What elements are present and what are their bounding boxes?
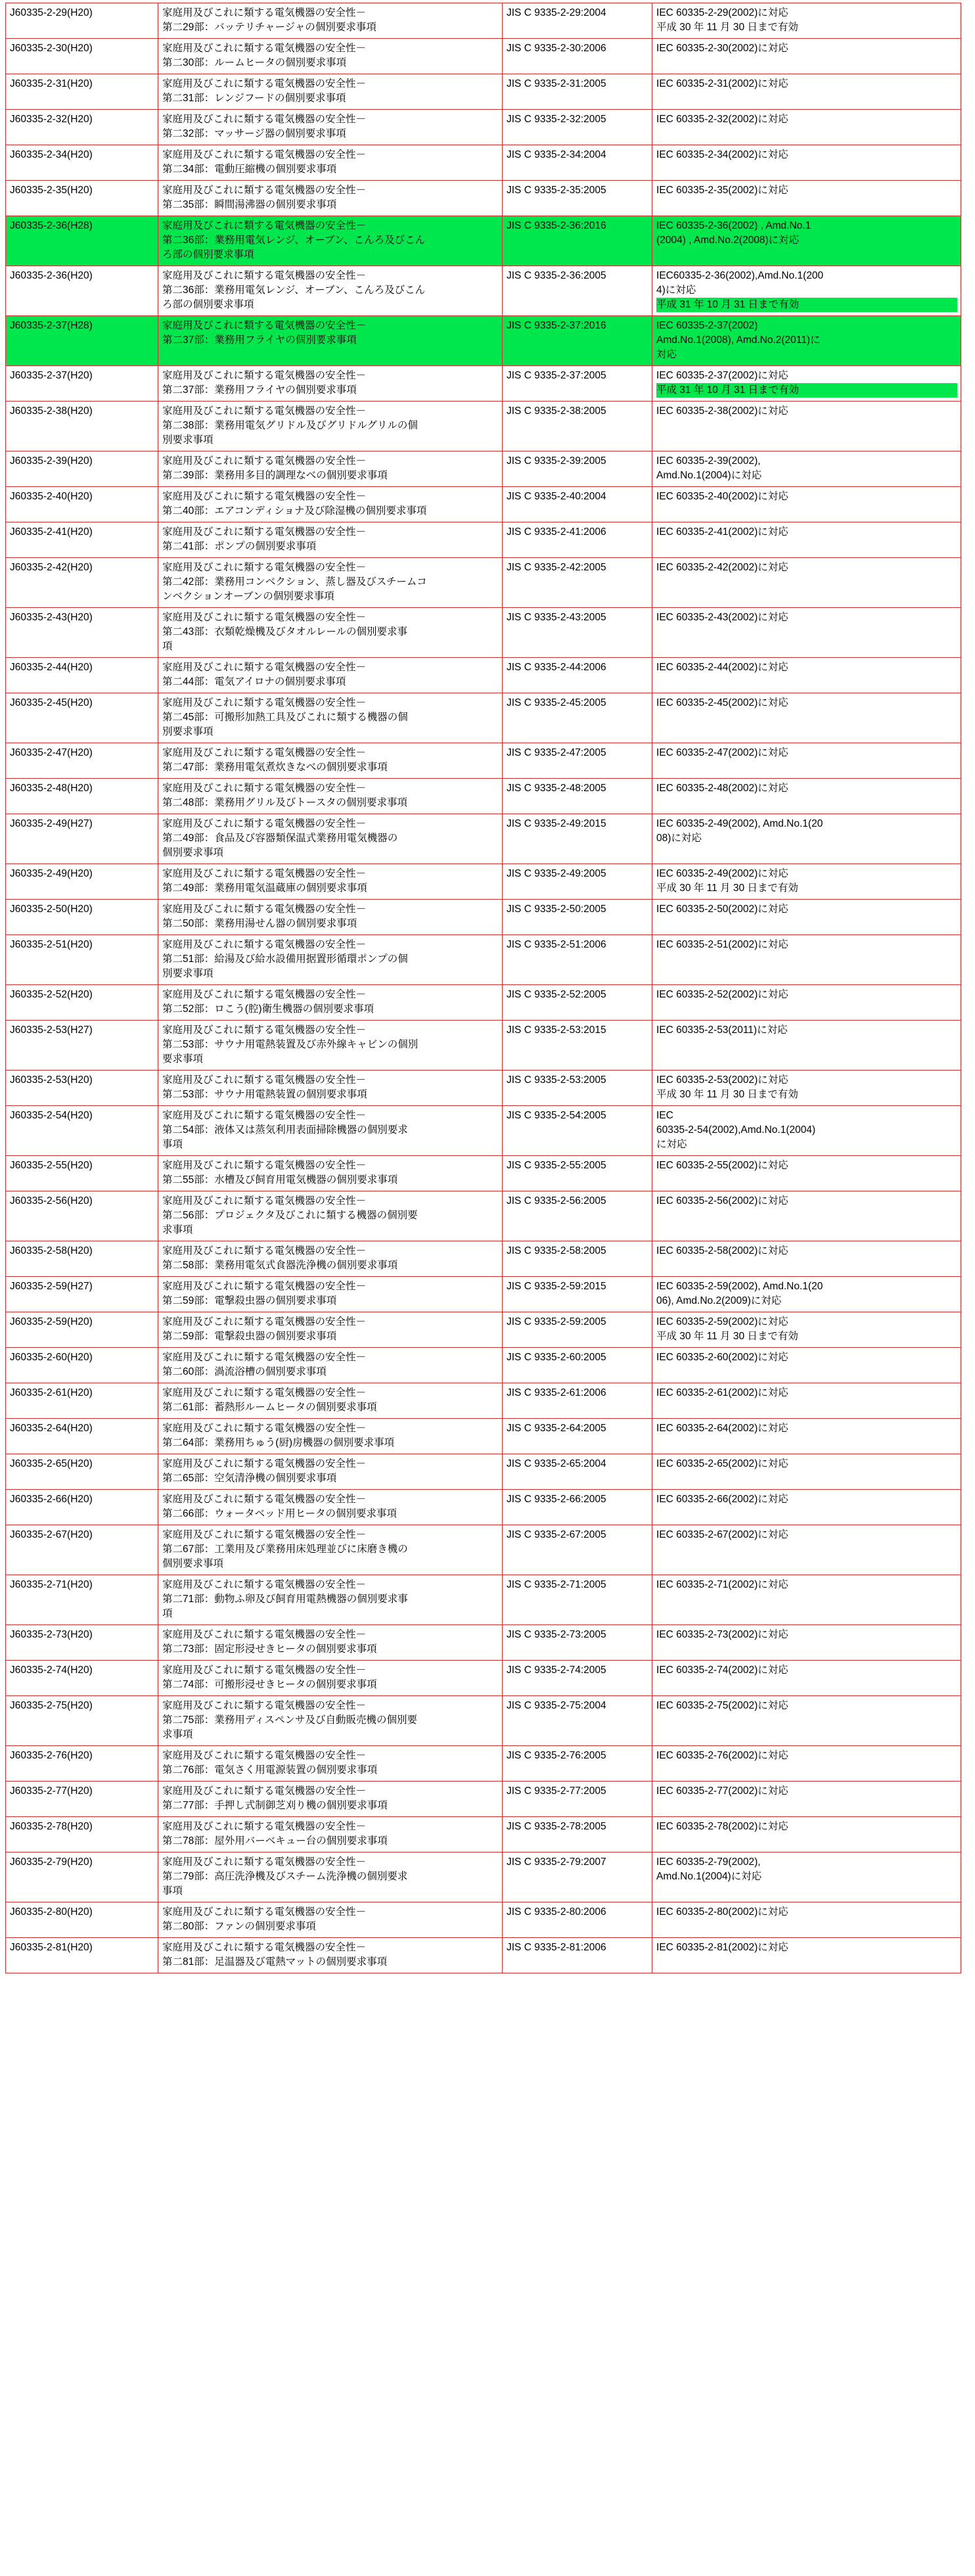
standard-title-cell: 家庭用及びこれに類する電気機器の安全性－ 第二49部：業務用電気温蔵庫の個別要求事項 [158,864,503,900]
standard-title-cell: 家庭用及びこれに類する電気機器の安全性－ 第二41部：ポンプの個別要求事項 [158,522,503,558]
standard-code-cell: J60335-2-56(H20) [6,1191,158,1241]
jis-number-cell: JIS C 9335-2-32:2005 [503,110,652,145]
standard-code-cell: J60335-2-76(H20) [6,1746,158,1782]
iec-correspondence-cell: IEC 60335-2-54(2002),Amd.No.1(2004) に対応 [652,1106,961,1156]
jis-number-cell: JIS C 9335-2-34:2004 [503,145,652,181]
iec-correspondence-cell: IEC 60335-2-34(2002)に対応 [652,145,961,181]
table-row [6,1661,961,1696]
table-row [6,814,961,864]
jis-number-cell: JIS C 9335-2-45:2005 [503,693,652,743]
table-row [6,522,961,558]
jis-number-cell: JIS C 9335-2-61:2006 [503,1383,652,1419]
table-row [6,1852,961,1902]
standard-code-cell: J60335-2-50(H20) [6,900,158,935]
iec-correspondence-cell: IEC 60335-2-58(2002)に対応 [652,1241,961,1277]
standard-code-cell: J60335-2-35(H20) [6,181,158,216]
jis-number-cell: JIS C 9335-2-77:2005 [503,1782,652,1817]
iec-correspondence-cell: IEC 60335-2-51(2002)に対応 [652,935,961,985]
iec-correspondence-cell: IEC 60335-2-59(2002), Amd.No.1(20 06), Amd.No.2(2009)に対応 [652,1277,961,1312]
iec-correspondence-cell: IEC 60335-2-48(2002)に対応 [652,779,961,814]
iec-correspondence-cell: IEC 60335-2-49(2002)に対応 平成 30 年 11 月 30 日まで有効 [652,864,961,900]
standard-title-cell: 家庭用及びこれに類する電気機器の安全性－ 第二36部：業務用電気レンジ、オーブン、こんろ及びこん ろ部の個別要求事項 [158,216,503,266]
jis-number-cell: JIS C 9335-2-59:2005 [503,1312,652,1348]
standard-title-cell: 家庭用及びこれに類する電気機器の安全性－ 第二53部：サウナ用電熱装置及び赤外線キャビンの個別 要求事項 [158,1021,503,1070]
table-row [6,110,961,145]
jis-number-cell: JIS C 9335-2-49:2005 [503,864,652,900]
standard-title-cell: 家庭用及びこれに類する電気機器の安全性－ 第二49部：食品及び容器類保温式業務用電気機器の 個別要求事項 [158,814,503,864]
standard-title-cell: 家庭用及びこれに類する電気機器の安全性－ 第二61部：蓄熱形ルームヒータの個別要求事項 [158,1383,503,1419]
iec-correspondence-cell: IEC 60335-2-52(2002)に対応 [652,985,961,1021]
table-row [6,1348,961,1383]
standard-code-cell: J60335-2-49(H27) [6,814,158,864]
table-row [6,693,961,743]
iec-correspondence-cell: IEC 60335-2-77(2002)に対応 [652,1782,961,1817]
jis-number-cell: JIS C 9335-2-39:2005 [503,451,652,487]
standard-title-cell: 家庭用及びこれに類する電気機器の安全性－ 第二51部：給湯及び給水設備用据置形循環ポンプの個 別要求事項 [158,935,503,985]
jis-number-cell: JIS C 9335-2-55:2005 [503,1156,652,1191]
standard-title-cell: 家庭用及びこれに類する電気機器の安全性－ 第二31部：レンジフードの個別要求事項 [158,74,503,110]
table-row [6,864,961,900]
table-row [6,451,961,487]
standard-code-cell: J60335-2-58(H20) [6,1241,158,1277]
standard-title-cell: 家庭用及びこれに類する電気機器の安全性－ 第二60部：渦流浴槽の個別要求事項 [158,1348,503,1383]
standard-code-cell: J60335-2-39(H20) [6,451,158,487]
jis-number-cell: JIS C 9335-2-43:2005 [503,608,652,658]
jis-number-cell: JIS C 9335-2-29:2004 [503,3,652,39]
standard-title-cell: 家庭用及びこれに類する電気機器の安全性－ 第二42部：業務用コンベクション、蒸し器及びスチームコ ンベクションオーブンの個別要求事項 [158,558,503,608]
table-row [6,743,961,779]
standard-code-cell: J60335-2-55(H20) [6,1156,158,1191]
table-body [6,3,961,1973]
iec-correspondence-cell: IEC 60335-2-53(2011)に対応 [652,1021,961,1070]
standard-title-cell: 家庭用及びこれに類する電気機器の安全性－ 第二45部：可搬形加熱工具及びこれに類する機器の個 別要求事項 [158,693,503,743]
standard-code-cell: J60335-2-53(H27) [6,1021,158,1070]
jis-number-cell: JIS C 9335-2-49:2015 [503,814,652,864]
jis-number-cell: JIS C 9335-2-35:2005 [503,181,652,216]
table-row [6,1782,961,1817]
table-row [6,266,961,316]
standard-title-cell: 家庭用及びこれに類する電気機器の安全性－ 第二35部：瞬間湯沸器の個別要求事項 [158,181,503,216]
jis-number-cell: JIS C 9335-2-64:2005 [503,1419,652,1454]
standard-code-cell: J60335-2-60(H20) [6,1348,158,1383]
standard-title-cell: 家庭用及びこれに類する電気機器の安全性－ 第二80部：ファンの個別要求事項 [158,1902,503,1938]
iec-correspondence-cell: IEC 60335-2-35(2002)に対応 [652,181,961,216]
standard-code-cell: J60335-2-43(H20) [6,608,158,658]
table-row [6,900,961,935]
table-row [6,1312,961,1348]
standard-title-cell: 家庭用及びこれに類する電気機器の安全性－ 第二78部：屋外用バーベキュー台の個別要求事項 [158,1817,503,1852]
standard-code-cell: J60335-2-51(H20) [6,935,158,985]
jis-number-cell: JIS C 9335-2-74:2005 [503,1661,652,1696]
standard-code-cell: J60335-2-52(H20) [6,985,158,1021]
standard-code-cell: J60335-2-73(H20) [6,1625,158,1661]
standard-code-cell: J60335-2-36(H20) [6,266,158,316]
standard-title-cell: 家庭用及びこれに類する電気機器の安全性－ 第二74部：可搬形浸せきヒータの個別要求事項 [158,1661,503,1696]
table-row [6,1106,961,1156]
table-row [6,1696,961,1746]
jis-number-cell: JIS C 9335-2-56:2005 [503,1191,652,1241]
jis-number-cell: JIS C 9335-2-76:2005 [503,1746,652,1782]
standard-code-cell: J60335-2-77(H20) [6,1782,158,1817]
iec-correspondence-cell: IEC 60335-2-37(2002) Amd.No.1(2008), Amd.No.2(2011)に 対応 [652,316,961,366]
iec-correspondence-cell: IEC 60335-2-32(2002)に対応 [652,110,961,145]
standard-code-cell: J60335-2-36(H28) [6,216,158,266]
iec-correspondence-cell: IEC 60335-2-42(2002)に対応 [652,558,961,608]
standard-title-cell: 家庭用及びこれに類する電気機器の安全性－ 第二40部：エアコンディショナ及び除湿機の個別要求事項 [158,487,503,522]
standard-title-cell: 家庭用及びこれに類する電気機器の安全性－ 第二59部：電撃殺虫器の個別要求事項 [158,1312,503,1348]
standard-title-cell: 家庭用及びこれに類する電気機器の安全性－ 第二48部：業務用グリル及びトースタの個別要求事項 [158,779,503,814]
table-row [6,1191,961,1241]
iec-correspondence-cell: IEC 60335-2-41(2002)に対応 [652,522,961,558]
iec-correspondence-cell: IEC60335-2-36(2002),Amd.No.1(200 4)に対応 平成 31 年 10 月 31 日まで有効 [652,266,961,316]
table-row [6,1419,961,1454]
standard-code-cell: J60335-2-59(H20) [6,1312,158,1348]
standard-code-cell: J60335-2-78(H20) [6,1817,158,1852]
standard-code-cell: J60335-2-31(H20) [6,74,158,110]
standard-title-cell: 家庭用及びこれに類する電気機器の安全性－ 第二55部：水槽及び飼育用電気機器の個別要求事項 [158,1156,503,1191]
standard-title-cell: 家庭用及びこれに類する電気機器の安全性－ 第二56部：プロジェクタ及びこれに類する機器の個別要 求事項 [158,1191,503,1241]
table-row [6,3,961,39]
table-row [6,935,961,985]
iec-correspondence-cell: IEC 60335-2-36(2002) , Amd.No.1 (2004) , Amd.No.2(2008)に対応 [652,216,961,266]
iec-correspondence-cell: IEC 60335-2-74(2002)に対応 [652,1661,961,1696]
iec-correspondence-cell: IEC 60335-2-79(2002), Amd.No.1(2004)に対応 [652,1852,961,1902]
table-row [6,74,961,110]
standard-code-cell: J60335-2-30(H20) [6,39,158,74]
table-row [6,658,961,693]
standard-title-cell: 家庭用及びこれに類する電気機器の安全性－ 第二81部：足温器及び電熱マットの個別要求事項 [158,1938,503,1973]
standard-title-cell: 家庭用及びこれに類する電気機器の安全性－ 第二54部：液体又は蒸気利用表面掃除機器の個別要求 事項 [158,1106,503,1156]
jis-number-cell: JIS C 9335-2-53:2015 [503,1021,652,1070]
standard-code-cell: J60335-2-42(H20) [6,558,158,608]
iec-correspondence-cell: IEC 60335-2-53(2002)に対応 平成 30 年 11 月 30 日まで有効 [652,1070,961,1106]
jis-number-cell: JIS C 9335-2-48:2005 [503,779,652,814]
jis-number-cell: JIS C 9335-2-65:2004 [503,1454,652,1490]
iec-correspondence-cell: IEC 60335-2-44(2002)に対応 [652,658,961,693]
standard-title-cell: 家庭用及びこれに類する電気機器の安全性－ 第二37部：業務用フライヤの個別要求事項 [158,316,503,366]
standard-title-cell: 家庭用及びこれに類する電気機器の安全性－ 第二66部：ウォータベッド用ヒータの個別要求事項 [158,1490,503,1525]
table-row [6,1525,961,1575]
standard-title-cell: 家庭用及びこれに類する電気機器の安全性－ 第二43部：衣類乾燥機及びタオルレールの個別要求事 項 [158,608,503,658]
jis-number-cell: JIS C 9335-2-59:2015 [503,1277,652,1312]
jis-number-cell: JIS C 9335-2-81:2006 [503,1938,652,1973]
standards-table [5,3,961,1973]
table-row [6,1156,961,1191]
standard-title-cell: 家庭用及びこれに類する電気機器の安全性－ 第二47部：業務用電気煮炊きなべの個別要求事項 [158,743,503,779]
iec-correspondence-cell: IEC 60335-2-76(2002)に対応 [652,1746,961,1782]
standard-code-cell: J60335-2-44(H20) [6,658,158,693]
iec-correspondence-cell: IEC 60335-2-47(2002)に対応 [652,743,961,779]
standard-code-cell: J60335-2-37(H20) [6,366,158,402]
iec-correspondence-cell: IEC 60335-2-37(2002)に対応 平成 31 年 10 月 31 日まで有効 [652,366,961,402]
table-row [6,1277,961,1312]
iec-correspondence-cell: IEC 60335-2-55(2002)に対応 [652,1156,961,1191]
standard-code-cell: J60335-2-66(H20) [6,1490,158,1525]
table-row [6,181,961,216]
table-row [6,608,961,658]
jis-number-cell: JIS C 9335-2-50:2005 [503,900,652,935]
standard-code-cell: J60335-2-59(H27) [6,1277,158,1312]
iec-correspondence-cell: IEC 60335-2-81(2002)に対応 [652,1938,961,1973]
table-row [6,39,961,74]
table-row [6,1490,961,1525]
standard-code-cell: J60335-2-54(H20) [6,1106,158,1156]
standard-code-cell: J60335-2-65(H20) [6,1454,158,1490]
standard-title-cell: 家庭用及びこれに類する電気機器の安全性－ 第二64部：業務用ちゅう(厨)房機器の個別要求事項 [158,1419,503,1454]
standard-title-cell: 家庭用及びこれに類する電気機器の安全性－ 第二58部：業務用電気式食器洗浄機の個別要求事項 [158,1241,503,1277]
jis-number-cell: JIS C 9335-2-40:2004 [503,487,652,522]
standard-title-cell: 家庭用及びこれに類する電気機器の安全性－ 第二59部：電撃殺虫器の個別要求事項 [158,1277,503,1312]
standard-code-cell: J60335-2-81(H20) [6,1938,158,1973]
jis-number-cell: JIS C 9335-2-44:2006 [503,658,652,693]
table-row [6,1902,961,1938]
table-row [6,316,961,366]
table-row [6,487,961,522]
standard-title-cell: 家庭用及びこれに類する電気機器の安全性－ 第二34部：電動圧縮機の個別要求事項 [158,145,503,181]
standard-title-cell: 家庭用及びこれに類する電気機器の安全性－ 第二79部：高圧洗浄機及びスチーム洗浄機の個別要求 事項 [158,1852,503,1902]
jis-number-cell: JIS C 9335-2-52:2005 [503,985,652,1021]
table-row [6,779,961,814]
standard-title-cell: 家庭用及びこれに類する電気機器の安全性－ 第二67部：工業用及び業務用床処理並びに床磨き機の 個別要求事項 [158,1525,503,1575]
standard-title-cell: 家庭用及びこれに類する電気機器の安全性－ 第二53部：サウナ用電熱装置の個別要求事項 [158,1070,503,1106]
jis-number-cell: JIS C 9335-2-36:2016 [503,216,652,266]
iec-correspondence-cell: IEC 60335-2-64(2002)に対応 [652,1419,961,1454]
standard-title-cell: 家庭用及びこれに類する電気機器の安全性－ 第二36部：業務用電気レンジ、オーブン、こんろ及びこん ろ部の個別要求事項 [158,266,503,316]
jis-number-cell: JIS C 9335-2-66:2005 [503,1490,652,1525]
jis-number-cell: JIS C 9335-2-31:2005 [503,74,652,110]
iec-correspondence-cell: IEC 60335-2-56(2002)に対応 [652,1191,961,1241]
standard-title-cell: 家庭用及びこれに類する電気機器の安全性－ 第二39部：業務用多目的調理なべの個別要求事項 [158,451,503,487]
standard-title-cell: 家庭用及びこれに類する電気機器の安全性－ 第二38部：業務用電気グリドル及びグリドルグリルの個 別要求事項 [158,402,503,451]
standard-code-cell: J60335-2-41(H20) [6,522,158,558]
standard-code-cell: J60335-2-67(H20) [6,1525,158,1575]
standard-code-cell: J60335-2-34(H20) [6,145,158,181]
standard-code-cell: J60335-2-53(H20) [6,1070,158,1106]
table-row [6,1383,961,1419]
standard-code-cell: J60335-2-80(H20) [6,1902,158,1938]
jis-number-cell: JIS C 9335-2-58:2005 [503,1241,652,1277]
standard-title-cell: 家庭用及びこれに類する電気機器の安全性－ 第二76部：電気さく用電源装置の個別要求事項 [158,1746,503,1782]
standard-code-cell: J60335-2-29(H20) [6,3,158,39]
iec-correspondence-cell: IEC 60335-2-59(2002)に対応 平成 30 年 11 月 30 日まで有効 [652,1312,961,1348]
iec-correspondence-cell: IEC 60335-2-31(2002)に対応 [652,74,961,110]
table-row [6,1746,961,1782]
table-row [6,145,961,181]
standard-code-cell: J60335-2-32(H20) [6,110,158,145]
iec-correspondence-cell: IEC 60335-2-40(2002)に対応 [652,487,961,522]
jis-number-cell: JIS C 9335-2-47:2005 [503,743,652,779]
jis-number-cell: JIS C 9335-2-30:2006 [503,39,652,74]
standard-code-cell: J60335-2-47(H20) [6,743,158,779]
jis-number-cell: JIS C 9335-2-53:2005 [503,1070,652,1106]
iec-correspondence-cell: IEC 60335-2-38(2002)に対応 [652,402,961,451]
standard-code-cell: J60335-2-75(H20) [6,1696,158,1746]
standard-title-cell: 家庭用及びこれに類する電気機器の安全性－ 第二75部：業務用ディスペンサ及び自動販売機の個別要 求事項 [158,1696,503,1746]
standard-code-cell: J60335-2-38(H20) [6,402,158,451]
iec-correspondence-cell: IEC 60335-2-60(2002)に対応 [652,1348,961,1383]
table-row [6,558,961,608]
standard-title-cell: 家庭用及びこれに類する電気機器の安全性－ 第二37部：業務用フライヤの個別要求事項 [158,366,503,402]
standard-title-cell: 家庭用及びこれに類する電気機器の安全性－ 第二32部：マッサージ器の個別要求事項 [158,110,503,145]
standard-title-cell: 家庭用及びこれに類する電気機器の安全性－ 第二71部：動物ふ卵及び飼育用電熱機器の個別要求事 項 [158,1575,503,1625]
jis-number-cell: JIS C 9335-2-71:2005 [503,1575,652,1625]
jis-number-cell: JIS C 9335-2-79:2007 [503,1852,652,1902]
iec-correspondence-cell: IEC 60335-2-43(2002)に対応 [652,608,961,658]
jis-number-cell: JIS C 9335-2-78:2005 [503,1817,652,1852]
jis-number-cell: JIS C 9335-2-41:2006 [503,522,652,558]
jis-number-cell: JIS C 9335-2-37:2016 [503,316,652,366]
jis-number-cell: JIS C 9335-2-54:2005 [503,1106,652,1156]
iec-correspondence-cell: IEC 60335-2-71(2002)に対応 [652,1575,961,1625]
standard-title-cell: 家庭用及びこれに類する電気機器の安全性－ 第二52部：ロこう(腔)衛生機器の個別要求事項 [158,985,503,1021]
standard-title-cell: 家庭用及びこれに類する電気機器の安全性－ 第二73部：固定形浸せきヒータの個別要求事項 [158,1625,503,1661]
table-row [6,1817,961,1852]
iec-correspondence-cell: IEC 60335-2-73(2002)に対応 [652,1625,961,1661]
standard-code-cell: J60335-2-64(H20) [6,1419,158,1454]
iec-correspondence-cell: IEC 60335-2-78(2002)に対応 [652,1817,961,1852]
table-row [6,1454,961,1490]
standard-title-cell: 家庭用及びこれに類する電気機器の安全性－ 第二44部：電気アイロナの個別要求事項 [158,658,503,693]
standard-title-cell: 家庭用及びこれに類する電気機器の安全性－ 第二30部：ルームヒータの個別要求事項 [158,39,503,74]
standard-title-cell: 家庭用及びこれに類する電気機器の安全性－ 第二65部：空気清浄機の個別要求事項 [158,1454,503,1490]
jis-number-cell: JIS C 9335-2-60:2005 [503,1348,652,1383]
iec-correspondence-cell: IEC 60335-2-66(2002)に対応 [652,1490,961,1525]
table-row [6,1575,961,1625]
table-row [6,1938,961,1973]
jis-number-cell: JIS C 9335-2-42:2005 [503,558,652,608]
table-row [6,1625,961,1661]
iec-correspondence-cell: IEC 60335-2-45(2002)に対応 [652,693,961,743]
table-row [6,1021,961,1070]
iec-correspondence-cell: IEC 60335-2-61(2002)に対応 [652,1383,961,1419]
iec-correspondence-cell: IEC 60335-2-67(2002)に対応 [652,1525,961,1575]
jis-number-cell: JIS C 9335-2-37:2005 [503,366,652,402]
standard-code-cell: J60335-2-48(H20) [6,779,158,814]
jis-number-cell: JIS C 9335-2-75:2004 [503,1696,652,1746]
standard-code-cell: J60335-2-49(H20) [6,864,158,900]
jis-number-cell: JIS C 9335-2-67:2005 [503,1525,652,1575]
iec-correspondence-cell: IEC 60335-2-49(2002), Amd.No.1(20 08)に対応 [652,814,961,864]
iec-correspondence-cell: IEC 60335-2-80(2002)に対応 [652,1902,961,1938]
iec-correspondence-cell: IEC 60335-2-29(2002)に対応 平成 30 年 11 月 30 日まで有効 [652,3,961,39]
table-row [6,1070,961,1106]
table-row [6,985,961,1021]
standard-code-cell: J60335-2-37(H28) [6,316,158,366]
standard-code-cell: J60335-2-61(H20) [6,1383,158,1419]
iec-correspondence-cell: IEC 60335-2-50(2002)に対応 [652,900,961,935]
standard-code-cell: J60335-2-40(H20) [6,487,158,522]
jis-number-cell: JIS C 9335-2-80:2006 [503,1902,652,1938]
jis-number-cell: JIS C 9335-2-51:2006 [503,935,652,985]
standard-title-cell: 家庭用及びこれに類する電気機器の安全性－ 第二77部：手押し式制御芝刈り機の個別要求事項 [158,1782,503,1817]
standard-title-cell: 家庭用及びこれに類する電気機器の安全性－ 第二50部：業務用湯せん器の個別要求事項 [158,900,503,935]
standard-code-cell: J60335-2-74(H20) [6,1661,158,1696]
jis-number-cell: JIS C 9335-2-38:2005 [503,402,652,451]
table-row [6,1241,961,1277]
iec-correspondence-cell: IEC 60335-2-65(2002)に対応 [652,1454,961,1490]
table-row [6,366,961,402]
iec-correspondence-cell: IEC 60335-2-75(2002)に対応 [652,1696,961,1746]
iec-correspondence-cell: IEC 60335-2-30(2002)に対応 [652,39,961,74]
table-row [6,402,961,451]
jis-number-cell: JIS C 9335-2-36:2005 [503,266,652,316]
standard-code-cell: J60335-2-71(H20) [6,1575,158,1625]
jis-number-cell: JIS C 9335-2-73:2005 [503,1625,652,1661]
standard-title-cell: 家庭用及びこれに類する電気機器の安全性－ 第二29部：バッテリチャージャの個別要求事項 [158,3,503,39]
standard-code-cell: J60335-2-45(H20) [6,693,158,743]
iec-correspondence-cell: IEC 60335-2-39(2002), Amd.No.1(2004)に対応 [652,451,961,487]
table-row [6,216,961,266]
standard-code-cell: J60335-2-79(H20) [6,1852,158,1902]
